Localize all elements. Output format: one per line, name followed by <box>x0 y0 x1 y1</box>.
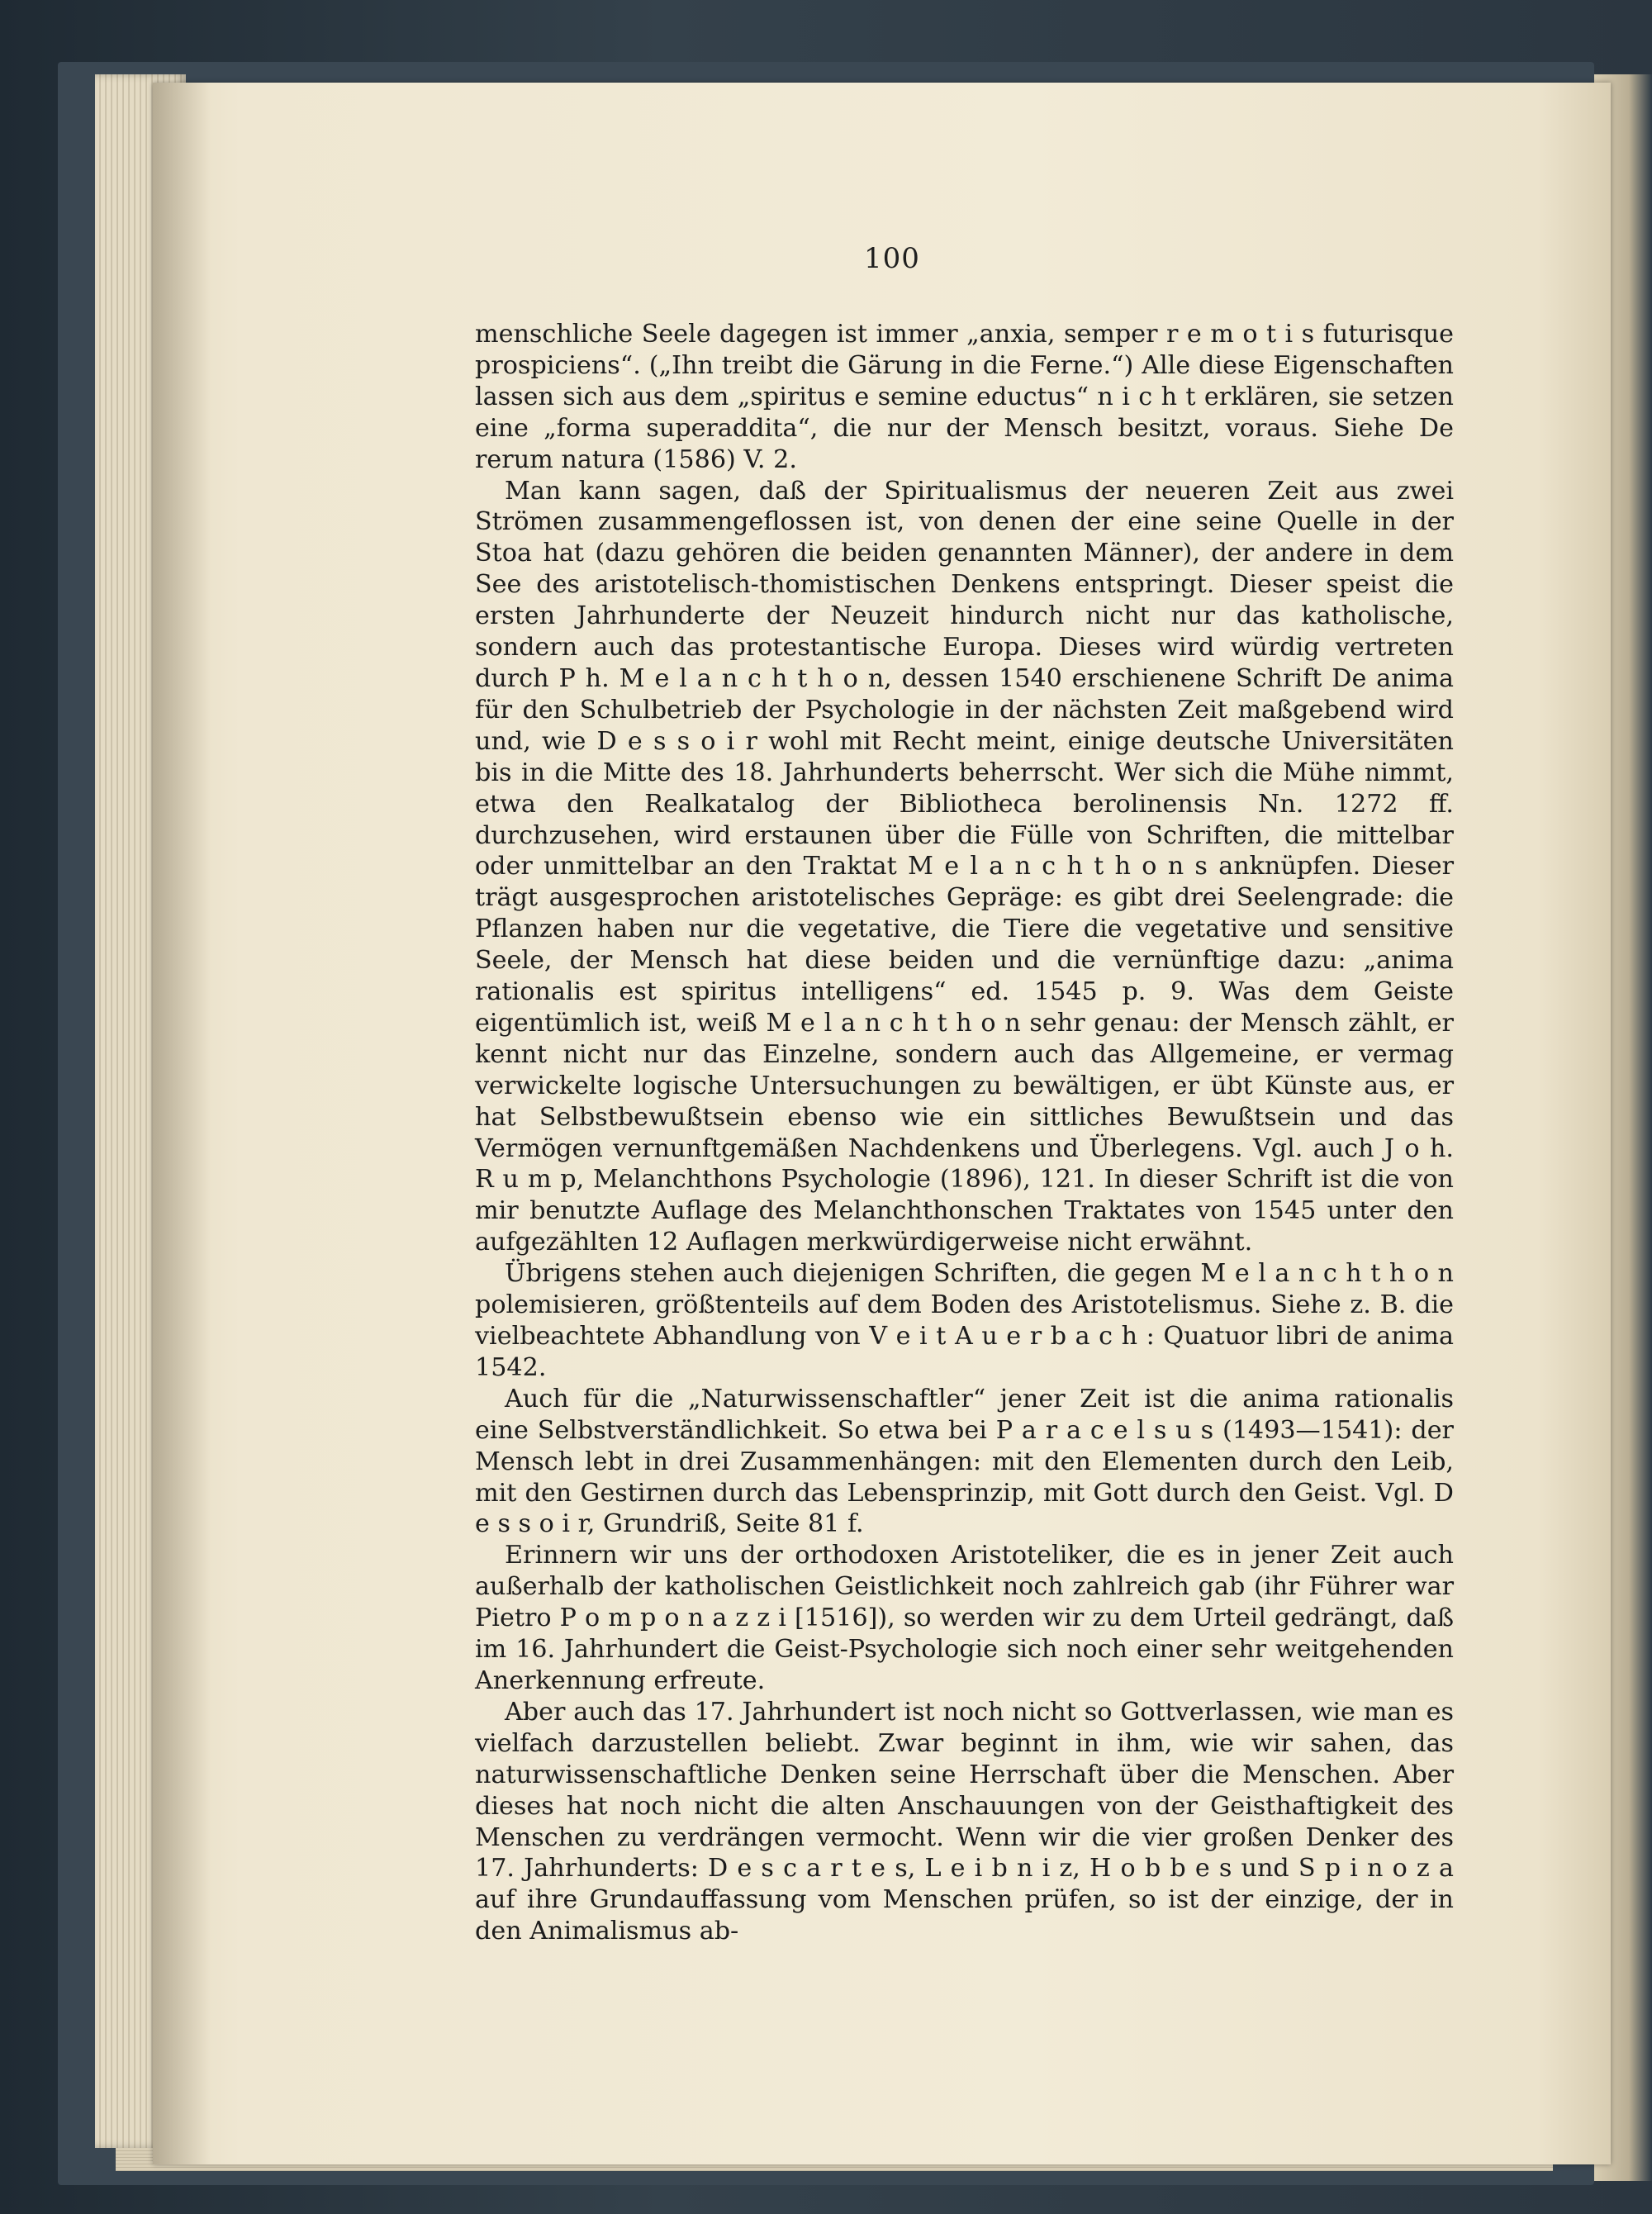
paragraph-4: Auch für die „Naturwissenschaftler“ jener Zeit ist die anima rationalis eine Selbstverständlichkeit. So etwa bei P a r a c e l s u s (1493—1541): der Mensch lebt in drei Zusammenhängen: mit den Elementen durch den Leib, mit den Gestirnen durch das Lebensprinzip, mit Gott durch den Geist. Vgl. D e s s o i r, Grundriß, Seite 81 f. <box>475 1384 1454 1539</box>
paragraph-1: menschliche Seele dagegen ist immer „anxia, semper r e m o t i s futurisque prospiciens“. („Ihn treibt die Gärung in die Ferne.“) Alle diese Eigenschaften lassen sich aus dem „spiritus e semine eductus“ n i c h t erklären, sie setzen eine „forma superaddita“, die nur der Mensch besitzt, voraus. Siehe De rerum natura (1586) V. 2. <box>475 320 1454 474</box>
paragraph-6: Aber auch das 17. Jahrhundert ist noch nicht so Gottverlassen, wie man es vielfach darzustellen beliebt. Zwar beginnt in ihm, wie wir sahen, das naturwissenschaftliche Denken seine Herrschaft über die Menschen. Aber dieses hat noch nicht die alten Anschauungen von der Geisthaftigkeit des Menschen zu verdrängen vermocht. Wenn wir die vier großen Denker des 17. Jahrhunderts: D e s c a r t e s, L e i b n i z, H o b b e s und S p i n o z a auf ihre Grundauffassung vom Menschen prüfen, so ist der einzige, der in den Animalismus ab- <box>475 1697 1454 1946</box>
paragraph-5: Erinnern wir uns der orthodoxen Aristoteliker, die es in jener Zeit auch außerhalb der katholischen Geistlichkeit noch zahlreich gab (ihr Führer war Pietro P o m p o n a z z i [1516]), so werden wir zu dem Urteil gedrängt, daß im 16. Jahrhundert die Geist-Psychologie sich noch einer sehr weitgehenden Anerkennung erfreute. <box>475 1541 1454 1695</box>
paragraph-2: Man kann sagen, daß der Spiritualismus der neueren Zeit aus zwei Strömen zusammengeflossen ist, von denen der eine seine Quelle in der Stoa hat (dazu gehören die beiden genannten Männer), der andere in dem See des aristotelisch-thomistischen Denkens entspringt. Dieser speist die ersten Jahrhunderte der Neuzeit hindurch nicht nur das katholische, sondern auch das protestantische Europa. Dieses wird würdig vertreten durch P h. M e l a n c h t h o n, dessen 1540 erschienene Schrift De anima für den Schulbetrieb der Psychologie in der nächsten Zeit maßgebend wird und, wie D e s s o i r wohl mit Recht meint, einige deutsche Universitäten bis in die Mitte des 18. Jahrhunderts beherrscht. Wer sich die Mühe nimmt, etwa den Realkatalog der Bibliotheca berolinensis Nn. 1272 ff. durchzusehen, wird erstaunen über die Fülle von Schriften, die mittelbar oder unmittelbar an den Traktat M e l a n c h t h o n s anknüpfen. Dieser trägt ausgesprochen aristotelisches Gepräge: es gibt drei Seelengrade: die Pflanzen haben nur die vegetative, die Tiere die vegetative und sensitive Seele, der Mensch hat diese beiden und die vernünftige dazu: „anima rationalis est spiritus intelligens“ ed. 1545 p. 9. Was dem Geiste eigentümlich ist, weiß M e l a n c h t h o n sehr genau: der Mensch zählt, er kennt nicht nur das Einzelne, sondern auch das Allgemeine, er vermag verwickelte logische Untersuchungen zu bewältigen, er übt Künste aus, er hat Selbstbewußtsein ebenso wie ein sittliches Bewußtsein und das Vermögen vernunftgemäßen Nachdenkens und Überlegens. Vgl. auch J o h. R u m p, Melanchthons Psychologie (1896), 121. In dieser Schrift ist die von mir benutzte Auflage des Melanchthonschen Traktates von 1545 unter den aufgezählten 12 Auflagen merkwürdigerweise nicht erwähnt. <box>475 476 1454 1257</box>
page-number: 100 <box>864 242 920 275</box>
gutter-shadow <box>153 83 211 2164</box>
paragraph-3: Übrigens stehen auch diejenigen Schriften, die gegen M e l a n c h t h o n polemisieren, größtenteils auf dem Boden des Aristotelismus. Siehe z. B. die vielbeachtete Abhandlung von V e i t A u e r b a c h : Quatuor libri de anima 1542. <box>475 1259 1454 1382</box>
body-text <box>475 319 1454 1947</box>
